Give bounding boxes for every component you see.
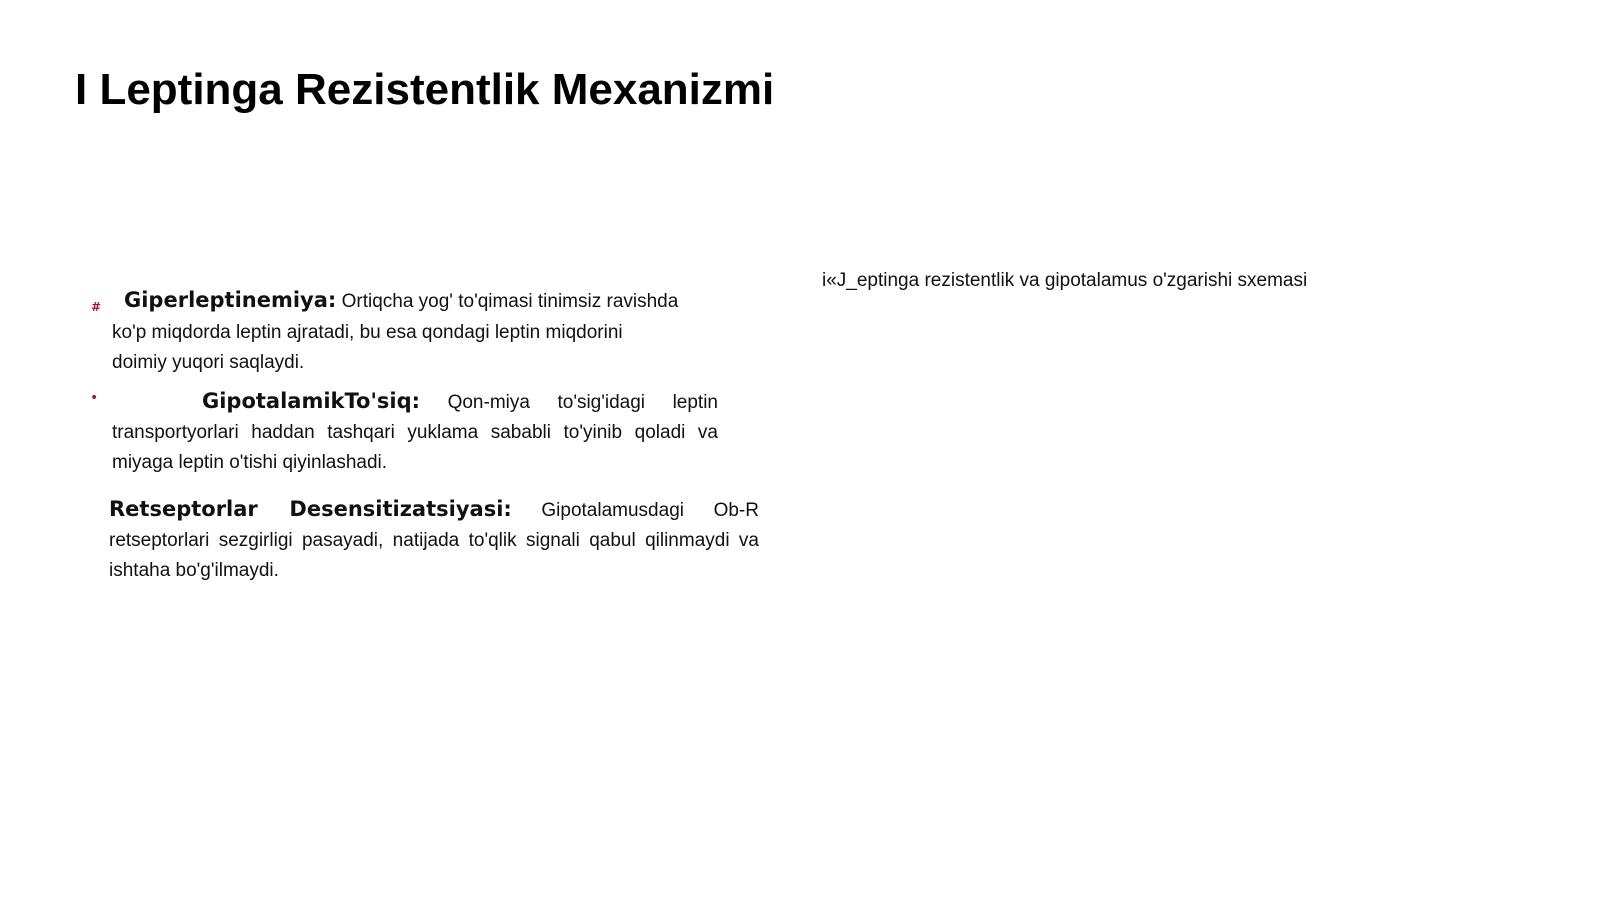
bullet-marker: • bbox=[90, 390, 99, 406]
bullet-retseptorlar-desensitizatsiyasi bbox=[109, 494, 759, 586]
bullet-gipotalamik-tosiq bbox=[112, 386, 718, 478]
bullet-term: Giperleptinemiya: bbox=[124, 288, 337, 312]
bullet-text: Ortiqcha yog' to'qimasi tinimsiz ravishda bbox=[336, 291, 679, 312]
bullet-first-line bbox=[112, 284, 752, 318]
bullet-text-line: ko'p miqdorda leptin ajratadi, bu esa qondagi leptin miqdorini bbox=[112, 322, 623, 343]
bullet-term: GipotalamikTo'siq: bbox=[202, 389, 421, 413]
bullet-text: Qon-miya to'sig'idagi leptin transportyorlari haddan tashqari yuklama sababli to'yinib qoladi va miyaga leptin o'tishi qiyinlashadi. bbox=[112, 392, 718, 473]
bullet-text-line: doimiy yuqori saqlaydi. bbox=[112, 352, 305, 373]
bullet-giperleptinemiya bbox=[112, 284, 752, 378]
bullet-marker: # bbox=[91, 300, 102, 314]
bullet-text: Gipotalamusdagi Ob-R retseptorlari sezgirligi pasayadi, natijada to'qlik signali qabul qilinmaydi va ishtaha bo'g'ilmaydi. bbox=[109, 500, 759, 581]
figure-caption: i«J_eptinga rezistentlik va gipotalamus o'zgarishi sxemasi bbox=[822, 270, 1308, 291]
slide-title: I Leptinga Rezistentlik Mexanizmi bbox=[75, 65, 775, 114]
bullet-term: Retseptorlar Desensitizatsiyasi: bbox=[109, 497, 512, 521]
